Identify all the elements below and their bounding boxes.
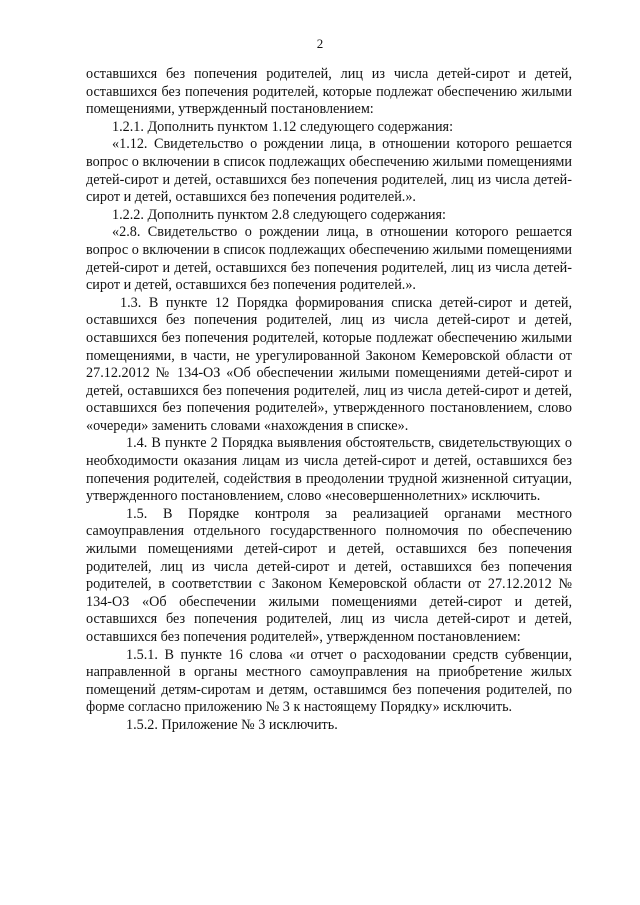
paragraph-quote-1-12: «1.12. Свидетельство о рождении лица, в отношении которого решается вопрос о включении в список подлежащих обеспечению жилыми помещениями детей-сирот и детей, оставшихся без попечения родителей, лиц из числа детей-сирот и детей, оставшихся без попечения родителей.». — [86, 136, 572, 206]
paragraph-1-2-1: 1.2.1. Дополнить пунктом 1.12 следующего содержания: — [112, 118, 454, 135]
paragraph-1-5: 1.5. В Порядке контроля за реализацией органами местного самоуправления отдельного государственного полномочия по обеспечению жилыми помещениями детей-сирот и детей, оставшихся без попечения родителей, лиц из числа детей-сирот и детей, оставшихся без попечения родителей, в соответствии с Законом Кемеровской области от 27.12.2012 № 134-ОЗ «Об обеспечении жилыми помещениями детей-сирот и детей, оставшихся без попечения родителей, лиц из числа детей-сирот и детей, оставшихся без попечения родителей», утвержденном постановлением: — [86, 505, 572, 645]
page-number: 2 — [316, 36, 324, 51]
paragraph-continuation: оставшихся без попечения родителей, лиц из числа детей-сирот и детей, оставшихся без попечения родителей, которые подлежат обеспечению жилыми помещениями, утвержденный постановлением: — [86, 66, 572, 118]
paragraph-1-4: 1.4. В пункте 2 Порядка выявления обстоятельств, свидетельствующих о необходимости оказания лицам из числа детей-сирот и детей, оставшихся без попечения родителей, содействия в преодолении трудной жизненной ситуации, утвержденного постановлением, слово «несовершеннолетних» исключить. — [86, 435, 572, 505]
paragraph-1-3: 1.3. В пункте 12 Порядка формирования списка детей-сирот и детей, оставшихся без попечения родителей, лиц из числа детей-сирот и детей, оставшихся без попечения родителей, которые подлежат обеспечению жилыми помещениями, в части, не урегулированной Законом Кемеровской области от 27.12.2012 № 134-ОЗ «Об обеспечении жилыми помещениями детей-сирот и детей, оставшихся без попечения родителей, лиц из числа детей-сирот и детей, оставшихся без попечения родителей», утвержденного постановлением, слово «очереди» заменить словами «нахождения в списке». — [86, 294, 572, 434]
paragraph-1-2-2: 1.2.2. Дополнить пунктом 2.8 следующего содержания: — [112, 206, 446, 223]
paragraph-1-5-2: 1.5.2. Приложение № 3 исключить. — [126, 716, 338, 733]
document-body — [86, 66, 572, 735]
paragraph-quote-2-8: «2.8. Свидетельство о рождении лица, в отношении которого решается вопрос о включении в список подлежащих обеспечению жилыми помещениями детей-сирот и детей, оставшихся без попечения родителей, лиц из числа детей-сирот и детей, оставшихся без попечения родителей.». — [86, 224, 572, 294]
paragraph-1-5-1: 1.5.1. В пункте 16 слова «и отчет о расходовании средств субвенции, направленной в органы местного самоуправления на приобретение жилых помещений детям-сиротам и детям, оставшимся без попечения родителей, по форме согласно приложению № 3 к настоящему Порядку» исключить. — [86, 646, 572, 716]
